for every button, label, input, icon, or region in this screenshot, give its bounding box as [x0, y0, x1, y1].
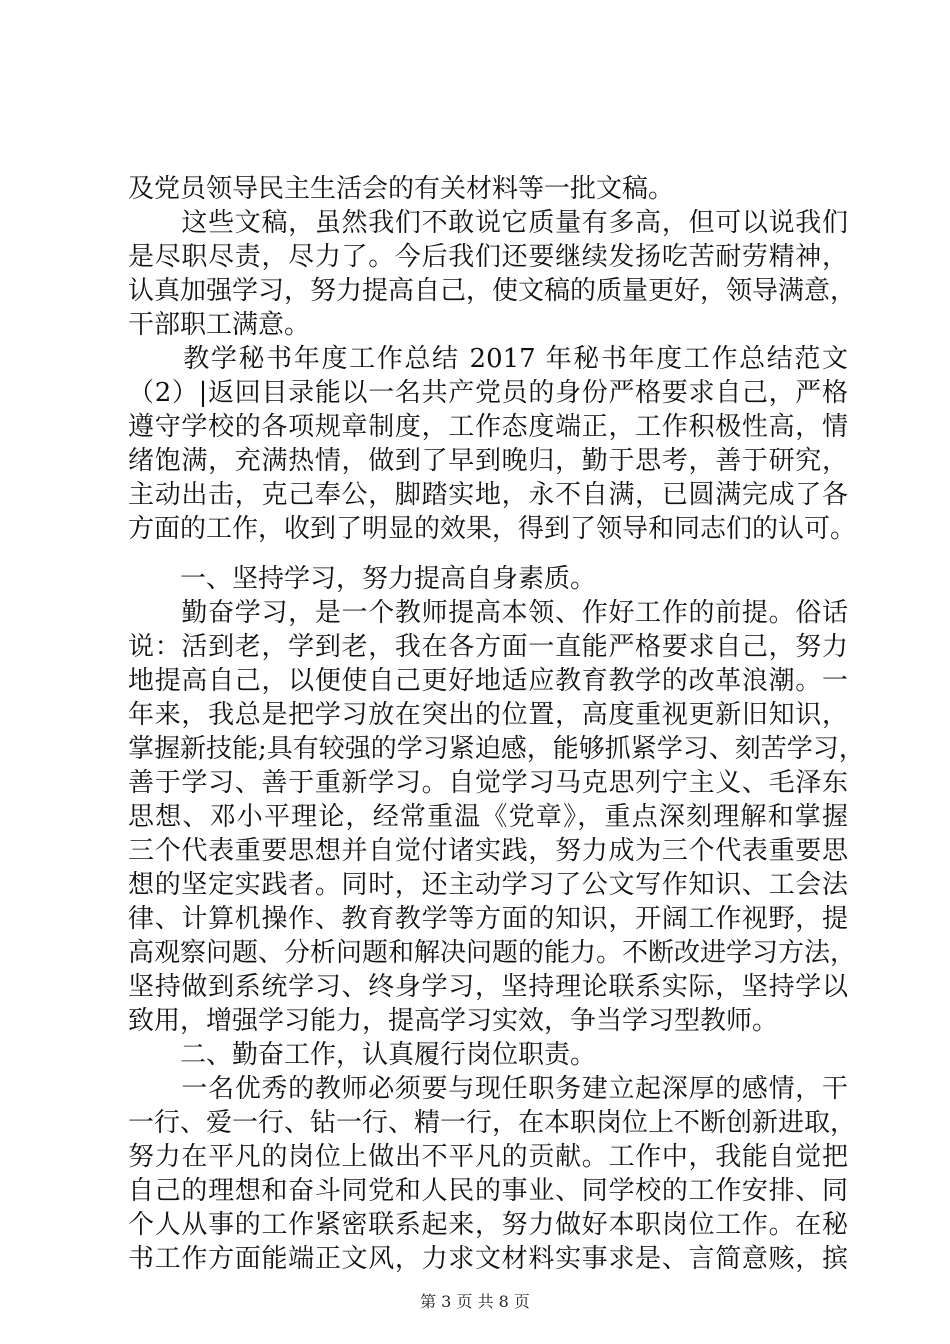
text-line: 掌握新技能;具有较强的学习紧迫感，能够抓紧学习、刻苦学习， — [128, 734, 865, 764]
text-line: 是尽职尽责，尽力了。今后我们还要继续发扬吃苦耐劳精神， — [128, 242, 848, 272]
text-line: 说：活到老，学到老，我在各方面一直能严格要求自己，努力 — [128, 632, 848, 662]
text-line: 思想、邓小平理论，经常重温《党章》，重点深刻理解和掌握 — [128, 802, 848, 832]
text-line: 一名优秀的教师必须要与现任职务建立起深厚的感情，干 — [128, 1074, 848, 1104]
text-line: 遵守学校的各项规章制度，工作态度端正，工作积极性高，情 — [128, 412, 848, 442]
text-line: 努力在平凡的岗位上做出不平凡的贡献。工作中，我能自觉把 — [128, 1142, 848, 1172]
text-line: 这些文稿，虽然我们不敢说它质量有多高，但可以说我们 — [128, 208, 848, 238]
text-line: 律、计算机操作、教育教学等方面的知识，开阔工作视野，提 — [128, 904, 848, 934]
text-line: 绪饱满，充满热情，做到了早到晚归，勤于思考，善于研究， — [128, 446, 848, 476]
text-line: 地提高自己，以便使自己更好地适应教育教学的改革浪潮。一 — [128, 666, 848, 696]
text-line: 致用，增强学习能力，提高学习实效，争当学习型教师。 — [128, 1006, 779, 1036]
text-line: 个人从事的工作紧密联系起来，努力做好本职岗位工作。在秘 — [128, 1210, 848, 1240]
text-line: 干部职工满意。 — [128, 310, 311, 340]
text-line: 认真加强学习，努力提高自己，使文稿的质量更好，领导满意， — [128, 276, 857, 306]
text-line: 勤奋学习，是一个教师提高本领、作好工作的前提。俗话 — [128, 598, 848, 628]
text-line: 方面的工作，收到了明显的效果，得到了领导和同志们的认可。 — [128, 514, 857, 544]
text-line: 教学秘书年度工作总结 2017 年秘书年度工作总结范文 — [128, 344, 848, 374]
text-line: 一行、爱一行、钻一行、精一行，在本职岗位上不断创新进取， — [128, 1108, 857, 1138]
text-line: 主动出击，克己奉公，脚踏实地，永不自满，已圆满完成了各 — [128, 480, 848, 510]
text-line: 自己的理想和奋斗同党和人民的事业、同学校的工作安排、同 — [128, 1176, 848, 1206]
section-heading: 二、勤奋工作，认真履行岗位职责。 — [128, 1040, 597, 1070]
text-line: 坚持做到系统学习、终身学习，坚持理论联系实际，坚持学以 — [128, 972, 848, 1002]
text-line: 想的坚定实践者。同时，还主动学习了公文写作知识、工会法 — [128, 870, 848, 900]
text-line: 善于学习、善于重新学习。自觉学习马克思列宁主义、毛泽东 — [128, 768, 848, 798]
text-line: 三个代表重要思想并自觉付诸实践，努力成为三个代表重要思 — [128, 836, 848, 866]
text-line: 及党员领导民主生活会的有关材料等一批文稿。 — [128, 174, 675, 204]
page-number: 第 3 页 共 8 页 — [420, 1292, 530, 1311]
text-line: 书工作方面能端正文风，力求文材料实事求是、言简意赅，摈 — [128, 1244, 848, 1274]
text-line: （2）|返回目录能以一名共产党员的身份严格要求自己，严格 — [128, 378, 848, 408]
section-heading: 一、坚持学习，努力提高自身素质。 — [128, 564, 597, 594]
text-line: 年来，我总是把学习放在突出的位置，高度重视更新旧知识， — [128, 700, 848, 730]
text-line: 高观察问题、分析问题和解决问题的能力。不断改进学习方法， — [128, 938, 857, 968]
